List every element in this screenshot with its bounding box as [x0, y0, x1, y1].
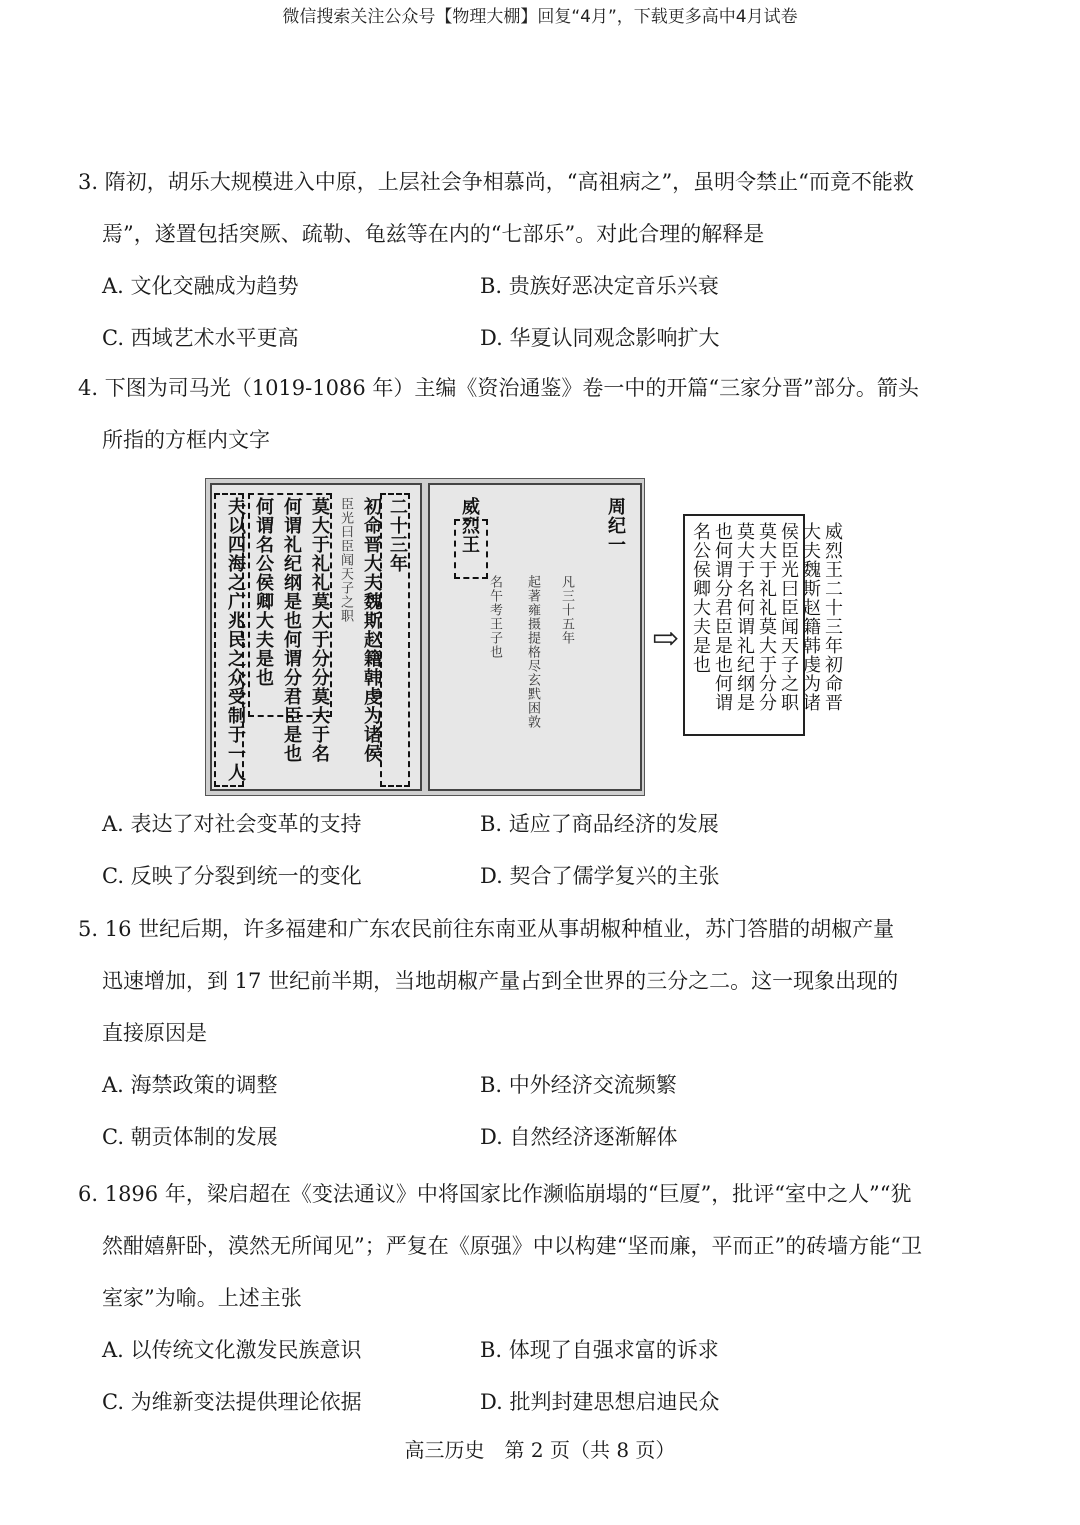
option-a[interactable]: A. 文化交融成为趋势 [102, 274, 299, 298]
book-col: 初命晋大夫魏斯赵籍韩虔为诸侯 [361, 497, 382, 763]
question-6-stem-line3: 室家”为喻。上述主张 [102, 1286, 302, 1310]
question-6-stem-line2: 然酣嬉鼾卧，漠然无所闻见”；严复在《原强》中以构建“坚而廉，平而正”的砖墙方能“卫 [102, 1234, 922, 1258]
book-col: 名午考王子也 [487, 575, 502, 659]
question-4-stem-line1: 4. 下图为司马光（1019-1086 年）主编《资治通鉴》卷一中的开篇“三家分晋”部分。箭头 [78, 376, 919, 400]
option-c[interactable]: C. 为维新变法提供理论依据 [102, 1390, 362, 1414]
question-4-options [78, 798, 938, 902]
question-5-options-row1 [78, 1059, 938, 1111]
question-4-stem-line2: 所指的方框内文字 [102, 428, 270, 452]
question-5-stem-line3: 直接原因是 [102, 1021, 207, 1045]
question-6 [78, 1168, 938, 1428]
option-a[interactable]: A. 表达了对社会变革的支持 [102, 812, 362, 836]
question-5-stem-line1: 5. 16 世纪后期，许多福建和广东农民前往东南亚从事胡椒种植业，苏门答腊的胡椒产量 [78, 917, 895, 941]
question-4 [78, 362, 938, 466]
question-3-options-row1 [78, 260, 938, 312]
option-b[interactable]: B. 贵族好恶决定音乐兴衰 [480, 274, 719, 298]
option-c[interactable]: C. 朝贡体制的发展 [102, 1125, 278, 1149]
dashed-box [380, 493, 410, 787]
option-d[interactable]: D. 华夏认同观念影响扩大 [480, 326, 720, 350]
question-4-options-row2 [78, 850, 938, 902]
book-col: 何谓名公侯卿大夫是也 [253, 497, 274, 687]
transcription-text: 威烈王二十三年初命晋大夫魏斯赵籍韩虔为诸侯臣光曰臣闻天子之职莫大于礼礼莫大于分分莫大于名何谓礼纪纲是也何谓分君臣是也何谓名公侯卿大夫是也 [690, 522, 843, 712]
right-arrow-icon: ⇨ [652, 619, 679, 657]
question-5-stem-line2: 迅速增加，到 17 世纪前半期，当地胡椒产量占到全世界的三分之二。这一现象出现的 [102, 969, 899, 993]
question-5 [78, 903, 938, 1163]
dashed-box [248, 493, 332, 717]
top-banner: 微信搜索关注公众号【物理大棚】回复“4月”，下载更多高中4月试卷 [282, 7, 798, 27]
question-3-options-row2 [78, 312, 938, 364]
option-b[interactable]: B. 体现了自强求富的诉求 [480, 1338, 719, 1362]
option-c[interactable]: C. 西域艺术水平更高 [102, 326, 299, 350]
question-3 [78, 156, 938, 364]
book-col: 威烈王 [459, 497, 480, 554]
book-col: 二十三年 [387, 497, 408, 573]
option-c[interactable]: C. 反映了分裂到统一的变化 [102, 864, 362, 888]
option-d[interactable]: D. 契合了儒学复兴的主张 [480, 864, 720, 888]
book-col: 起著雍摄提格尽玄黓困敦 [525, 575, 540, 729]
question-6-stem-line1: 6. 1896 年，梁启超在《变法通议》中将国家比作濒临崩塌的“巨厦”，批评“室中之人”“犹 [78, 1182, 912, 1206]
option-a[interactable]: A. 以传统文化激发民族意识 [102, 1338, 362, 1362]
question-5-options-row2 [78, 1111, 938, 1163]
book-col: 莫大于礼礼莫大于分分莫大于名 [309, 497, 330, 763]
dashed-box [454, 519, 488, 579]
book-col: 臣光曰臣闻天子之职 [338, 497, 353, 623]
book-col: 凡三十五年 [559, 575, 574, 645]
question-3-stem-line2: 焉”，遂置包括突厥、疏勒、龟兹等在内的“七部乐”。对此合理的解释是 [102, 222, 765, 246]
question-3-stem-line1: 3. 隋初，胡乐大规模进入中原，上层社会争相慕尚，“高祖病之”，虽明令禁止“而竟不能救 [78, 170, 914, 194]
question-6-options-row2 [78, 1376, 938, 1428]
dashed-box [214, 493, 244, 787]
book-col: 何谓礼纪纲是也何谓分君臣是也 [281, 497, 302, 763]
transcription-box [683, 514, 843, 736]
question-6-options-row1 [78, 1324, 938, 1376]
book-left-page [210, 483, 422, 791]
option-d[interactable]: D. 自然经济逐渐解体 [480, 1125, 678, 1149]
book-col: 周纪一 [605, 497, 626, 554]
question-4-options-row1 [78, 798, 938, 850]
option-a[interactable]: A. 海禁政策的调整 [102, 1073, 278, 1097]
book-right-page [428, 483, 642, 791]
option-d[interactable]: D. 批判封建思想启迪民众 [480, 1390, 720, 1414]
zizhi-tongjian-figure [205, 478, 843, 796]
book-col: 夫以四海之广兆民之众受制于一人 [225, 497, 246, 782]
page-footer: 高三历史 第 2 页（共 8 页） [404, 1438, 676, 1462]
book-photo [205, 478, 645, 796]
option-b[interactable]: B. 中外经济交流频繁 [480, 1073, 677, 1097]
option-b[interactable]: B. 适应了商品经济的发展 [480, 812, 719, 836]
